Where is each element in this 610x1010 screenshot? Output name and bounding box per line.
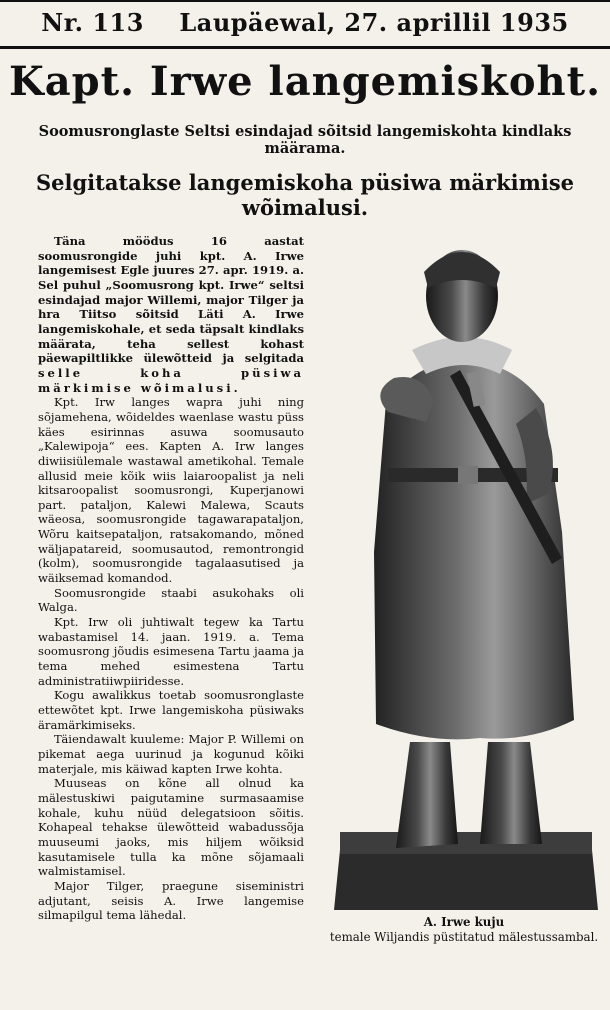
caption-title: A. Irwe kuju [423, 915, 505, 929]
body-paragraph: Kpt. Irw oli juhtiwalt tegew ka Tartu wabastamisel 14. jaan. 1919. a. Tema soomusrong jõudis esimesena Tartu jaama ja tema mehed esimestena Tartu administratiiwpiiridesse. [38, 615, 304, 688]
body-paragraph: Täiendawalt kuuleme: Major P. Willemi on pikemat aega uurinud ja kogunud kõiki materjale, mis käiwad kapten Irwe kohta. [38, 732, 304, 776]
article-body [38, 234, 304, 923]
headline: Kapt. Irwe langemiskoht. [8, 58, 602, 105]
photo-caption [318, 915, 610, 945]
body-paragraph: Kpt. Irw langes wapra juhi ning sõjamehena, wõideldes waenlase wastu püss käes esirinnas asuwa soomusauto „Kalewipoja“ ees. Kapten A. Irw langes diwiisiülemale wastawal ametikohal. Temale allusid meie kõik wiis laiaroopalist ja neli kitsaroopalist soomusrongi, Kuperjanowi part. pataljon, Kalewi Malewa, Scauts wäeosa, soomusrongide tagawarapataljon, Wõru kaitsepataljon, ratsakomando, mõned wäljapatareid, soomusautod, remontrongid (kolm), soomusrongide tagalaasutised ja wäiksemad komandod. [38, 395, 304, 586]
statue-photo [330, 232, 602, 910]
subheadline-2: Selgitatakse langemiskoha püsiwa märkimise wõimalusi. [35, 170, 575, 220]
statue-illustration [330, 232, 602, 910]
masthead-rule [0, 0, 610, 2]
masthead-line [0, 8, 610, 37]
subheadline-1: Soomusronglaste Seltsi esindajad sõitsid langemiskohta kindlaks määrama. [38, 123, 572, 157]
lead-spaced-text: selle koha püsiwa märkimise wõimalusi. [38, 365, 304, 395]
lead-paragraph [38, 234, 304, 395]
issue-date: Laupäewal, 27. aprillil 1935 [179, 8, 569, 37]
body-paragraph: Major Tilger, praegune siseministri adjutant, seisis A. Irwe langemise silmapilgul tema lähedal. [38, 878, 304, 923]
lead-text: Täna möödus 16 aastat soomusrongide juhi kpt. A. Irwe langemisest Egle juures 27. apr. 1919. a. Sel puhul „Soomusrong kpt. Irwe“ seltsi esindajad major Willemi, major Tilger ja hra Tiitso sõitsid Läti A. Irwe langemiskohale, et seda täpsalt kindlaks määrata, teha sellest kohast päewapiltlikke ülewõtteid ja selgitada [38, 234, 304, 366]
caption-text: temale Wiljandis püstitatud mälestussambal. [329, 930, 599, 944]
masthead [0, 0, 610, 49]
issue-number: Nr. 113 [41, 8, 144, 37]
body-paragraph: Muuseas on kõne all olnud ka mälestuskiwi paigutamine surmasaamise kohale, kuhu nüüd delegatsioon sõitis. Kohapeal tehakse ülewõtteid wabadussõja muuseumi jaoks, mis hiljem wõiksid kasutamisele tulla ka mõne sõjamaali walmistamisel. [38, 776, 304, 879]
body-paragraph: Kogu awalikkus toetab soomusronglaste ettewõtet kpt. Irwe langemiskoha püsiwaks äramärkimiseks. [38, 688, 304, 732]
issue-separator [153, 8, 171, 37]
body-paragraph: Soomusrongide staabi asukohaks oli Walga. [38, 585, 304, 615]
